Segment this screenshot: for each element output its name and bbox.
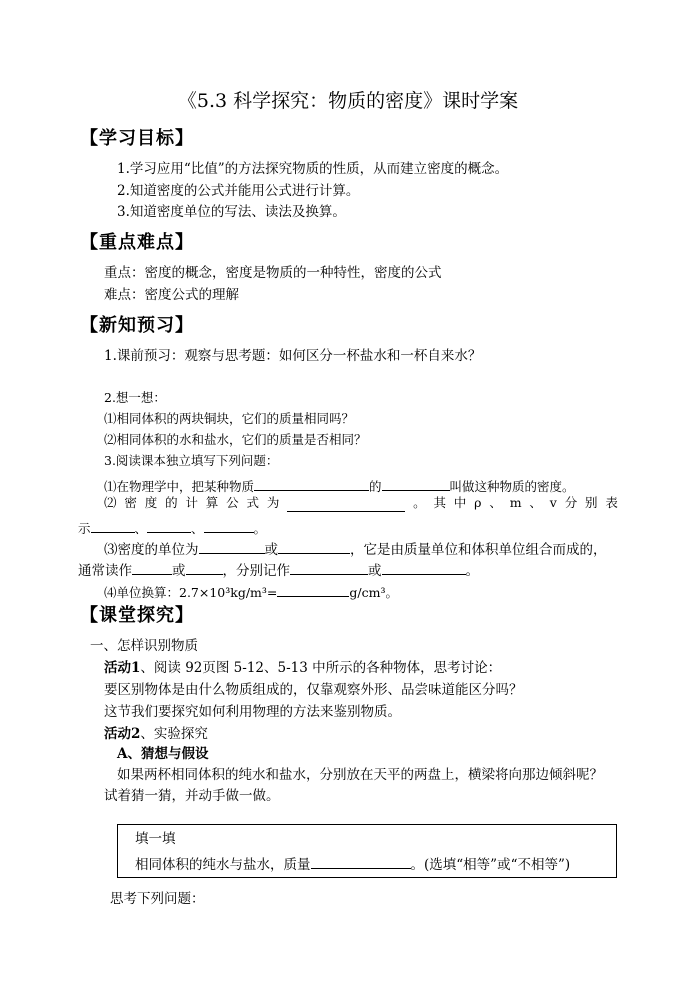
q3c2-text-3: ，分别记作 bbox=[222, 563, 290, 579]
fill-in-box-title: 填一填 bbox=[135, 831, 176, 847]
guess-line-1: 如果两杯相同体积的纯水和盐水，分别放在天平的两盘上，横梁将向那边倾斜呢？ bbox=[117, 767, 603, 783]
q3c2-text-4: 或 bbox=[368, 563, 382, 579]
activity-1-text: 、阅读 92页图 5-12、5-13 中所示的各种物体，思考讨论： bbox=[140, 660, 502, 676]
q3c2-text-1: 通常读作 bbox=[78, 563, 132, 579]
preview-question-3c-line2 bbox=[78, 560, 479, 579]
q3b-char: 分 bbox=[564, 495, 578, 510]
subsection-a: A、猜想与假设 bbox=[117, 746, 209, 762]
guess-line-2: 试着猜一猜，并动手做一做。 bbox=[104, 788, 280, 804]
preview-question-2: 2.想一想： bbox=[104, 390, 166, 405]
q3b-char: 示 bbox=[78, 521, 91, 536]
q3b-char: 算 bbox=[205, 495, 219, 510]
q3b-char: 中 bbox=[453, 495, 467, 510]
blank-definition-2[interactable] bbox=[382, 476, 450, 491]
separator: 、 bbox=[191, 521, 204, 536]
preview-question-3c bbox=[104, 539, 607, 558]
q3a-text-1: ⑴在物理学中，把某种物质 bbox=[104, 479, 255, 494]
q3c-text-1: ⑶密度的单位为 bbox=[104, 542, 199, 558]
fill-in-box-text bbox=[135, 854, 570, 873]
blank-symbol-1[interactable] bbox=[290, 560, 368, 575]
q3b-char: 、 bbox=[489, 495, 502, 510]
q3b-char: 别 bbox=[585, 495, 598, 510]
q3b-char: 计 bbox=[185, 495, 198, 510]
q3c2-text-5: 。 bbox=[465, 563, 479, 579]
q3b-char: 表 bbox=[605, 495, 618, 510]
blank-m[interactable] bbox=[147, 518, 191, 533]
q3b-char: 密 bbox=[124, 495, 137, 510]
q3b-char: 为 bbox=[266, 495, 280, 510]
q3b-char: 的 bbox=[165, 495, 178, 510]
preview-question-3a bbox=[104, 476, 575, 494]
section-heading-preview: 【新知预习】 bbox=[80, 315, 194, 336]
blank-mass-compare[interactable] bbox=[311, 854, 411, 869]
q3b-char: 度 bbox=[144, 495, 158, 510]
activity-2-label: 活动2 bbox=[104, 726, 141, 742]
preview-question-2a: ⑴相同体积的两块铜块，它们的质量相同吗？ bbox=[104, 411, 355, 426]
q3b-char: 、 bbox=[529, 495, 542, 510]
think-prompt: 思考下列问题： bbox=[110, 891, 205, 907]
blank-unit-2[interactable] bbox=[278, 539, 350, 554]
preview-question-3b-line2 bbox=[78, 518, 266, 536]
q3a-text-2: 的 bbox=[369, 479, 382, 494]
q3b-char: 式 bbox=[246, 495, 260, 510]
preview-question-1: 1.课前预习：观察与思考题：如何区分一杯盐水和一杯自来水？ bbox=[104, 348, 482, 364]
activity-1-label: 活动1 bbox=[104, 660, 141, 676]
preview-question-3: 3.阅读课本独立填写下列问题： bbox=[104, 453, 279, 468]
q3d-text-2: g/cm³。 bbox=[349, 585, 398, 600]
activity-1-question: 要区别物体是由什么物质组成的，仅靠观察外形、品尝味道能区分吗？ bbox=[104, 682, 523, 698]
goal-item: 1.学习应用“比值”的方法探究物质的性质，从而建立密度的概念。 bbox=[117, 161, 509, 177]
blank-unit-1[interactable] bbox=[199, 539, 265, 554]
goal-item: 2.知道密度的公式并能用公式进行计算。 bbox=[117, 183, 360, 199]
q3d-text-1: ⑷单位换算：2.7×10³kg/m³= bbox=[104, 585, 278, 600]
q3b-char: 公 bbox=[226, 495, 239, 510]
q3b-char: m bbox=[509, 495, 522, 510]
separator: 。 bbox=[253, 521, 267, 536]
preview-question-2b: ⑵相同体积的水和盐水，它们的质量是否相同？ bbox=[104, 432, 367, 447]
q3c-text-2: 或 bbox=[264, 542, 278, 558]
blank-formula[interactable] bbox=[287, 497, 405, 512]
q3c2-text-2: 或 bbox=[172, 563, 186, 579]
preview-question-3d bbox=[104, 582, 398, 600]
explore-part-1: 一、怎样识别物质 bbox=[90, 638, 198, 654]
box-text-1: 相同体积的纯水与盐水，质量 bbox=[135, 857, 311, 873]
q3b-char: 。 bbox=[413, 495, 426, 510]
q3b-char: v bbox=[549, 495, 557, 510]
separator: 、 bbox=[134, 521, 148, 536]
q3c-text-3: ，它是由质量单位和体积单位组合而成的， bbox=[350, 542, 607, 558]
blank-rho[interactable] bbox=[91, 518, 135, 533]
q3b-char: ρ bbox=[474, 495, 482, 510]
q3a-text-3: 叫做这种物质的密度。 bbox=[449, 479, 575, 494]
page-title: 《5.3 科学探究：物质的密度》课时学案 bbox=[177, 90, 519, 112]
blank-read-2[interactable] bbox=[186, 560, 223, 575]
section-heading-key: 【重点难点】 bbox=[80, 232, 194, 253]
section-heading-class: 【课堂探究】 bbox=[80, 605, 194, 626]
key-difficult: 难点：密度公式的理解 bbox=[104, 287, 239, 303]
blank-conversion[interactable] bbox=[277, 582, 349, 597]
preview-question-3b bbox=[104, 497, 618, 512]
section-heading-goals: 【学习目标】 bbox=[80, 128, 194, 149]
blank-v[interactable] bbox=[204, 518, 254, 533]
q3b-char: 其 bbox=[433, 495, 446, 510]
blank-definition-1[interactable] bbox=[254, 476, 369, 491]
box-text-2: 。(选填“相等”或“不相等”) bbox=[410, 857, 571, 873]
activity-1 bbox=[104, 662, 501, 676]
goal-item: 3.知道密度单位的写法、读法及换算。 bbox=[117, 204, 346, 220]
blank-symbol-2[interactable] bbox=[382, 560, 466, 575]
fill-in-box bbox=[117, 824, 617, 878]
q3b-char: ⑵ bbox=[104, 495, 117, 510]
activity-1-note: 这节我们要探究如何利用物理的方法来鉴别物质。 bbox=[104, 704, 401, 720]
activity-2 bbox=[104, 728, 208, 742]
activity-2-text: 、实验探究 bbox=[140, 726, 208, 742]
key-important: 重点：密度的概念，密度是物质的一种特性，密度的公式 bbox=[104, 265, 442, 281]
blank-read-1[interactable] bbox=[132, 560, 172, 575]
